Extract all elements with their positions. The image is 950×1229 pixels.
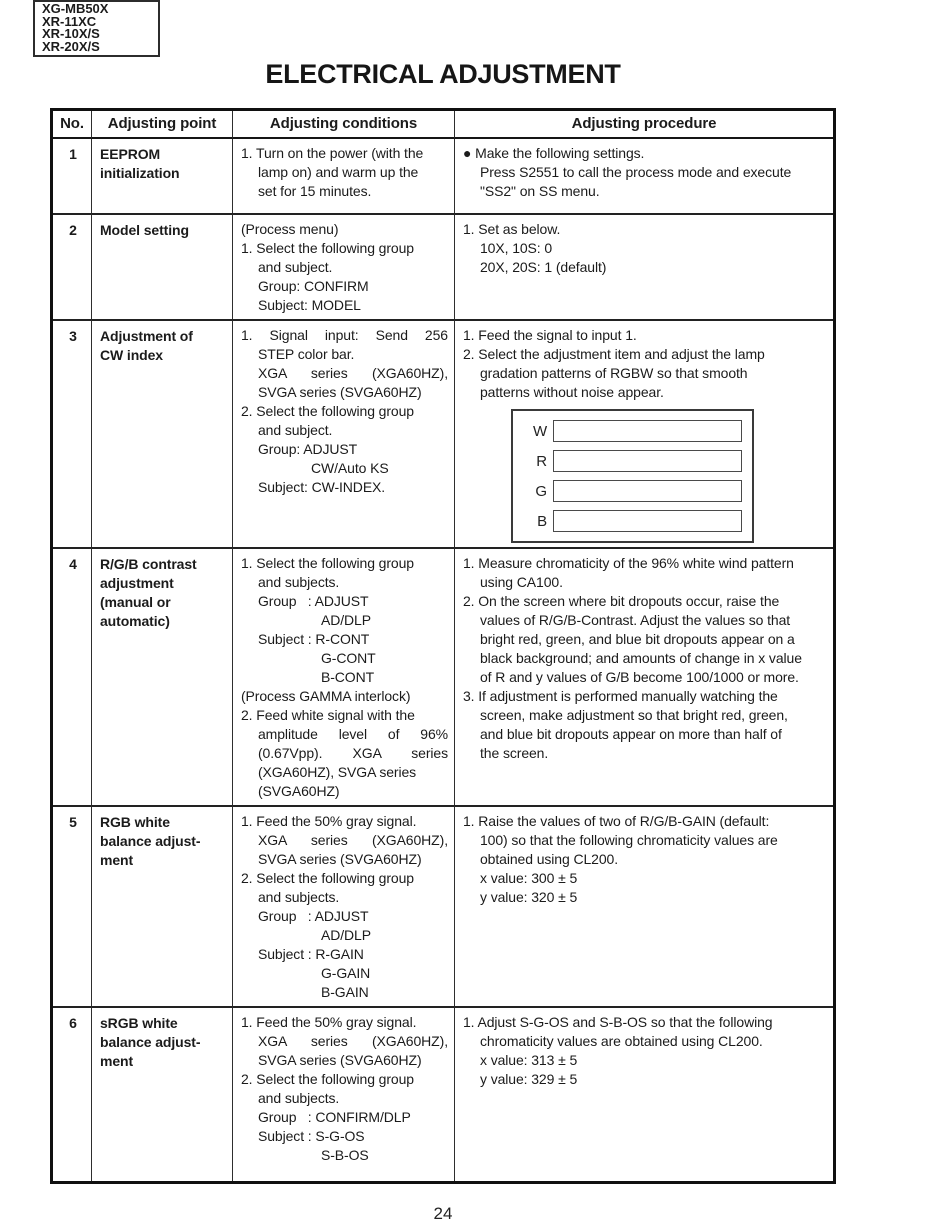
condition-line: SVGA series (SVGA60HZ) bbox=[258, 851, 422, 867]
condition-line: 1. Select the following group bbox=[241, 240, 414, 256]
model-name: XR-20X/S bbox=[42, 38, 100, 54]
diagram-row bbox=[513, 510, 742, 532]
procedure-line: black background; and amounts of change in x value bbox=[480, 650, 802, 666]
procedure-line: Press S2551 to call the process mode and execute bbox=[480, 164, 792, 180]
procedure-line: gradation patterns of RGBW so that smooth bbox=[480, 365, 748, 381]
point-line: sRGB white bbox=[100, 1015, 178, 1031]
condition-line: CW/Auto KS bbox=[311, 460, 389, 476]
col-header-adjusting-conditions: Adjusting conditions bbox=[232, 111, 454, 139]
condition-line: SVGA series (SVGA60HZ) bbox=[258, 1052, 422, 1068]
diagram-level-box bbox=[553, 420, 742, 442]
condition-line: (Process GAMMA interlock) bbox=[241, 688, 411, 704]
row-number: 3 bbox=[53, 319, 91, 547]
cell-adjusting-procedure bbox=[454, 319, 833, 547]
row-number: 1 bbox=[69, 146, 77, 162]
diagram-level-box bbox=[553, 510, 742, 532]
procedure-line: y value: 329 ± 5 bbox=[480, 1071, 578, 1087]
procedure-line: x value: 313 ± 5 bbox=[480, 1052, 578, 1068]
point-line: adjustment bbox=[100, 575, 174, 591]
procedure-line: 1. Measure chromaticity of the 96% white wind pattern bbox=[463, 555, 794, 571]
condition-line: Group : CONFIRM/DLP bbox=[258, 1109, 411, 1125]
condition-line: Subject : S-G-OS bbox=[258, 1128, 365, 1144]
point-line: ment bbox=[100, 852, 134, 868]
gradation-pattern-diagram bbox=[511, 409, 754, 543]
procedure-line: 2. On the screen where bit dropouts occur, raise the bbox=[463, 593, 780, 609]
procedure-line: 1. Set as below. bbox=[463, 221, 561, 237]
cell-adjusting-procedure bbox=[454, 213, 833, 319]
procedure-line: 1. Feed the signal to input 1. bbox=[463, 327, 637, 343]
condition-line: Subject: MODEL bbox=[258, 297, 361, 313]
point-line: ment bbox=[100, 1053, 134, 1069]
diagram-label-w: W bbox=[532, 422, 547, 440]
point-line: R/G/B contrast bbox=[100, 556, 197, 572]
condition-line: 2. Select the following group bbox=[241, 1071, 414, 1087]
condition-line: (Process menu) bbox=[241, 221, 339, 237]
condition-line: 1. Signal input: Send 256 bbox=[241, 327, 448, 343]
condition-line: (0.67Vpp). XGA series bbox=[258, 745, 448, 761]
procedure-line: values of R/G/B-Contrast. Adjust the values so that bbox=[480, 612, 791, 628]
model-list-box bbox=[33, 0, 160, 57]
cell-adjusting-conditions bbox=[232, 805, 454, 1006]
procedure-line: using CA100. bbox=[480, 574, 563, 590]
condition-line: Group: ADJUST bbox=[258, 441, 358, 457]
cell-adjusting-point bbox=[91, 1006, 232, 1181]
procedure-line: 1. Raise the values of two of R/G/B-GAIN (default: bbox=[463, 813, 770, 829]
col-header-adjusting-point: Adjusting point bbox=[91, 111, 232, 139]
point-line: initialization bbox=[100, 165, 180, 181]
procedure-line: and blue bit dropouts appear on more than half of bbox=[480, 726, 782, 742]
condition-line: and subject. bbox=[258, 259, 333, 275]
procedure-line: 100) so that the following chromaticity values are bbox=[480, 832, 778, 848]
page-content bbox=[50, 0, 836, 1224]
condition-line: XGA series (XGA60HZ), bbox=[258, 365, 448, 381]
condition-line: 2. Select the following group bbox=[241, 403, 414, 419]
procedure-line: 20X, 20S: 1 (default) bbox=[480, 259, 607, 275]
cell-adjusting-conditions bbox=[232, 139, 454, 213]
diagram-row bbox=[513, 420, 742, 442]
condition-line: (XGA60HZ), SVGA series bbox=[258, 764, 417, 780]
procedure-line: of R and y values of G/B become 100/1000 or more. bbox=[480, 669, 799, 685]
model-name: XR-10X/S bbox=[42, 26, 100, 41]
adjustment-table bbox=[50, 108, 836, 1184]
condition-line: 1. Select the following group bbox=[241, 555, 414, 571]
condition-line: and subjects. bbox=[258, 889, 340, 905]
cell-adjusting-point bbox=[91, 805, 232, 1006]
cell-adjusting-point bbox=[91, 213, 232, 319]
condition-line: G-GAIN bbox=[321, 965, 371, 981]
point-line: EEPROM bbox=[100, 146, 161, 162]
condition-line: SVGA series (SVGA60HZ) bbox=[258, 384, 422, 400]
cell-adjusting-point bbox=[91, 319, 232, 547]
diagram-row bbox=[513, 450, 742, 472]
col-header-no: No. bbox=[53, 111, 91, 139]
point-line: CW index bbox=[100, 347, 163, 363]
procedure-line: bright red, green, and blue bit dropouts appear on a bbox=[480, 631, 795, 647]
condition-line: 2. Select the following group bbox=[241, 870, 414, 886]
procedure-line: ● Make the following settings. bbox=[463, 145, 645, 161]
condition-line: S-B-OS bbox=[321, 1147, 369, 1163]
cell-adjusting-conditions bbox=[232, 213, 454, 319]
condition-line: 1. Feed the 50% gray signal. bbox=[241, 1014, 417, 1030]
procedure-line: the screen. bbox=[480, 745, 549, 761]
procedure-line: 2. Select the adjustment item and adjust the lamp bbox=[463, 346, 765, 362]
point-line: Model setting bbox=[100, 222, 189, 238]
procedure-line: 10X, 10S: 0 bbox=[480, 240, 553, 256]
condition-line: B-CONT bbox=[321, 669, 375, 685]
page-number: 24 bbox=[433, 1204, 453, 1223]
procedure-line: patterns without noise appear. bbox=[480, 384, 664, 400]
condition-line: Group : ADJUST bbox=[258, 908, 369, 924]
cell-adjusting-conditions bbox=[232, 547, 454, 805]
condition-line: and subjects. bbox=[258, 1090, 340, 1106]
condition-line: (SVGA60HZ) bbox=[258, 783, 340, 799]
procedure-line: 3. If adjustment is performed manually watching the bbox=[463, 688, 778, 704]
cell-adjusting-procedure bbox=[454, 1006, 833, 1181]
model-name: XR-11XC bbox=[42, 13, 97, 29]
condition-line: 1. Turn on the power (with the bbox=[241, 145, 424, 161]
cell-adjusting-procedure bbox=[454, 139, 833, 213]
procedure-line: "SS2" on SS menu. bbox=[480, 183, 600, 199]
model-name: XG-MB50X bbox=[42, 1, 109, 16]
condition-line: lamp on) and warm up the bbox=[258, 164, 419, 180]
row-number: 2 bbox=[53, 213, 91, 319]
diagram-level-box bbox=[553, 480, 742, 502]
point-line: Adjustment of bbox=[100, 328, 193, 344]
condition-line: STEP color bar. bbox=[258, 346, 355, 362]
col-header-adjusting-procedure: Adjusting procedure bbox=[454, 111, 833, 139]
condition-line: 2. Feed white signal with the bbox=[241, 707, 415, 723]
row-number: 6 bbox=[53, 1006, 91, 1181]
procedure-line: chromaticity values are obtained using CL200. bbox=[480, 1033, 763, 1049]
condition-line: Group: CONFIRM bbox=[258, 278, 369, 294]
condition-line: set for 15 minutes. bbox=[258, 183, 372, 199]
point-line: automatic) bbox=[100, 613, 170, 629]
procedure-line: x value: 300 ± 5 bbox=[480, 870, 578, 886]
cell-adjusting-conditions bbox=[232, 1006, 454, 1181]
condition-line: Group : ADJUST bbox=[258, 593, 369, 609]
cell-adjusting-conditions bbox=[232, 319, 454, 547]
condition-line: G-CONT bbox=[321, 650, 376, 666]
condition-line: 1. Feed the 50% gray signal. bbox=[241, 813, 417, 829]
condition-line: B-GAIN bbox=[321, 984, 369, 1000]
point-line: balance adjust- bbox=[100, 833, 201, 849]
condition-line: Subject : R-CONT bbox=[258, 631, 370, 647]
page-title: ELECTRICAL ADJUSTMENT bbox=[265, 59, 621, 89]
condition-line: XGA series (XGA60HZ), bbox=[258, 832, 448, 848]
condition-line: AD/DLP bbox=[321, 927, 371, 943]
condition-line: and subjects. bbox=[258, 574, 340, 590]
diagram-level-box bbox=[553, 450, 742, 472]
diagram-row bbox=[513, 480, 742, 502]
condition-line: AD/DLP bbox=[321, 612, 371, 628]
condition-line: Subject: CW-INDEX. bbox=[258, 479, 386, 495]
cell-adjusting-procedure bbox=[454, 805, 833, 1006]
point-line: balance adjust- bbox=[100, 1034, 201, 1050]
procedure-line: screen, make adjustment so that bright red, green, bbox=[480, 707, 788, 723]
diagram-label-b: B bbox=[537, 512, 547, 530]
row-number: 4 bbox=[53, 547, 91, 805]
point-line: (manual or bbox=[100, 594, 171, 610]
condition-line: and subject. bbox=[258, 422, 333, 438]
procedure-line: y value: 320 ± 5 bbox=[480, 889, 578, 905]
cell-adjusting-procedure bbox=[454, 547, 833, 805]
diagram-label-r: R bbox=[536, 452, 547, 470]
procedure-line: 1. Adjust S-G-OS and S-B-OS so that the following bbox=[463, 1014, 773, 1030]
diagram-label-g: G bbox=[535, 482, 547, 500]
cell-adjusting-point bbox=[91, 139, 232, 213]
procedure-line: obtained using CL200. bbox=[480, 851, 619, 867]
row-number: 5 bbox=[53, 805, 91, 1006]
point-line: RGB white bbox=[100, 814, 170, 830]
condition-line: Subject : R-GAIN bbox=[258, 946, 364, 962]
condition-line: amplitude level of 96% bbox=[258, 726, 448, 742]
cell-adjusting-point bbox=[91, 547, 232, 805]
condition-line: XGA series (XGA60HZ), bbox=[258, 1033, 448, 1049]
